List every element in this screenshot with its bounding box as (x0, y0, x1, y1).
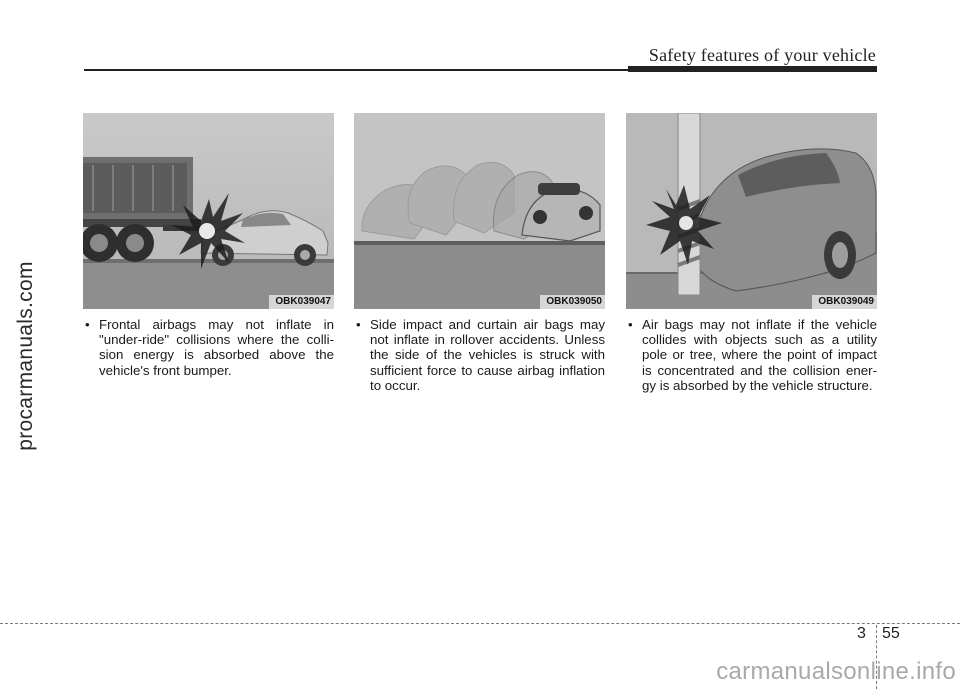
figure-caption (354, 317, 605, 393)
pole-image (626, 113, 877, 309)
underride-illustration (83, 113, 334, 309)
header-rule-accent (628, 66, 877, 72)
figure-caption (83, 317, 334, 378)
caption-bullet: • (628, 317, 633, 332)
figure-code: OBK039047 (269, 295, 334, 309)
rollover-illustration (354, 113, 605, 309)
figure-caption (626, 317, 877, 393)
figure-column-rollover (354, 113, 605, 393)
footer-rule (0, 623, 960, 624)
caption-bullet: • (85, 317, 90, 332)
figure-column-underride (83, 113, 334, 378)
rollover-image (354, 113, 605, 309)
caption-bullet: • (356, 317, 361, 332)
page-number: 55 (882, 625, 900, 642)
header-title: Safety features of your vehicle (648, 45, 876, 65)
caption-text: Frontal airbags may not inflate in "under-ride" collisions where the colli-sion energy is absorbed above the vehicle's front bumper. (99, 317, 334, 378)
figure-code: OBK039050 (540, 295, 605, 309)
figure-code: OBK039049 (812, 295, 877, 309)
figure-column-pole (626, 113, 877, 393)
bottom-watermark: carmanualsonline.info (716, 658, 956, 685)
caption-text: Air bags may not inflate if the vehicle collides with objects such as a utility pole or tree, where the point of impact is concentrated and the collision ener-gy is absorbed by the vehicle structure. (642, 317, 877, 393)
underride-image (83, 113, 334, 309)
chapter-number: 3 (857, 625, 866, 642)
side-watermark: procarmanuals.com (14, 261, 37, 451)
pole-illustration (626, 113, 877, 309)
caption-text: Side impact and curtain air bags may not inflate in rollover accidents. Unless the side of the vehicles is struck with sufficient force to cause airbag inflation to occur. (370, 317, 605, 393)
